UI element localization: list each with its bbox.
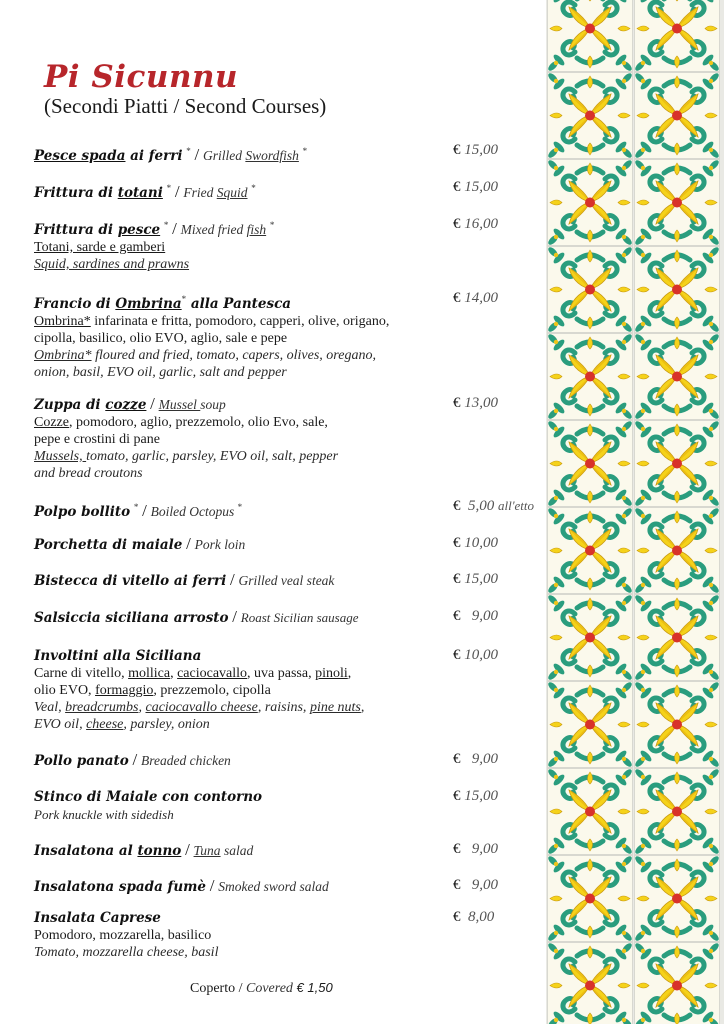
item-name-underlined: totani	[117, 185, 163, 201]
ingredient-underlined: caciocavallo cheese	[145, 700, 258, 715]
asterisk: *	[237, 502, 243, 512]
item-price	[453, 788, 498, 805]
ingredient-underlined: Mussels,	[34, 449, 87, 464]
menu-item	[34, 290, 544, 381]
menu-item	[34, 909, 544, 961]
item-price	[453, 909, 494, 926]
ingredient-underlined: caciocavallo	[177, 666, 248, 681]
item-description-en: Tomato, mozzarella cheese, basil	[34, 945, 219, 960]
item-name: Porchetta di maiale	[34, 537, 183, 553]
item-name: Polpo bollito	[34, 504, 131, 520]
description-text: , pomodoro, aglio, prezzemolo, olio Evo, sale, pepe e crostini di pane	[34, 415, 328, 447]
price-amount: 15,00	[464, 571, 498, 587]
cover-charge	[190, 980, 333, 997]
item-price	[453, 142, 498, 159]
item-name: Stinco di Maiale con contorno	[34, 789, 263, 805]
description-text: Veal,	[34, 700, 66, 715]
item-price	[453, 216, 498, 233]
item-name: Frittura di	[34, 185, 118, 201]
euro-sign: €	[453, 751, 461, 767]
item-name: Insalatona spada fumè	[34, 879, 207, 895]
euro-sign: €	[453, 877, 461, 893]
cover-label-en: Covered	[246, 981, 293, 996]
ingredient-underlined: Ombrina*	[34, 314, 91, 329]
item-name: Pesce spada	[34, 148, 126, 164]
item-name-en: Roast Sicilian sausage	[240, 610, 359, 625]
menu-item	[34, 751, 544, 770]
separator: /	[142, 501, 147, 520]
item-name-underlined: Ombrina	[115, 296, 182, 312]
ingredient-underlined: mollica	[128, 666, 171, 681]
description-text: ,	[360, 700, 365, 715]
item-price	[453, 395, 498, 412]
menu-item	[34, 647, 544, 733]
cover-label: Coperto /	[190, 981, 246, 996]
menu-item	[34, 498, 544, 521]
ingredient-underlined: pine nuts	[309, 700, 361, 715]
item-price	[453, 179, 498, 196]
euro-sign: €	[453, 290, 461, 306]
item-price	[453, 751, 498, 768]
price-amount: 10,00	[464, 647, 498, 663]
item-description	[34, 313, 414, 347]
description-text: ,	[170, 666, 178, 681]
description-text: ,	[347, 666, 352, 681]
item-name-rest: alla Pantesca	[186, 296, 292, 312]
separator: /	[172, 219, 177, 238]
menu-item	[34, 571, 544, 590]
separator: /	[232, 607, 238, 626]
item-name-en-underlined: Squid	[216, 185, 248, 200]
ingredient-underlined: formaggio	[95, 683, 154, 698]
item-name: Zuppa di	[34, 397, 106, 413]
item-price	[453, 571, 498, 588]
item-name-en-underlined: fish	[246, 222, 267, 237]
item-price	[453, 498, 534, 515]
item-description-en	[34, 448, 354, 482]
description-text: , prezzemolo, cipolla	[153, 683, 271, 698]
price-amount: 15,00	[464, 142, 498, 158]
item-price	[453, 290, 498, 307]
description-text: ,	[138, 700, 146, 715]
item-price	[453, 841, 498, 858]
item-name-en-underlined: Tuna	[193, 843, 221, 858]
ingredient-underlined: pinoli	[315, 666, 348, 681]
asterisk: *	[133, 502, 139, 512]
item-description-en	[34, 347, 414, 381]
euro-sign: €	[453, 571, 461, 587]
item-name-underlined: cozze	[105, 397, 147, 413]
euro-sign: €	[453, 647, 461, 663]
euro-sign: €	[453, 788, 461, 804]
separator: /	[186, 534, 191, 553]
item-name: Insalata Caprese	[34, 910, 161, 926]
asterisk: *	[302, 146, 308, 156]
item-name-en: Breaded chicken	[140, 753, 231, 768]
euro-sign: €	[453, 216, 461, 232]
separator: /	[209, 876, 215, 895]
menu-item	[34, 608, 544, 627]
price-amount: 13,00	[464, 395, 498, 411]
ingredient-underlined: Cozze	[34, 415, 69, 430]
item-name-en: soup	[200, 397, 226, 412]
menu-item	[34, 395, 544, 482]
asterisk: *	[163, 220, 169, 230]
item-name-en: Mixed fried	[180, 222, 247, 237]
description-text: EVO oil,	[34, 717, 87, 732]
euro-sign: €	[453, 498, 461, 514]
asterisk: *	[186, 146, 191, 156]
euro-sign: €	[453, 608, 461, 624]
price-amount: 8,00	[468, 909, 495, 925]
item-description-en: Pork knuckle with sidedish	[34, 807, 174, 822]
price-amount: 15,00	[464, 179, 498, 195]
separator: /	[185, 840, 190, 859]
item-name-underlined: tonno	[137, 843, 182, 859]
euro-sign: €	[453, 909, 461, 925]
price-amount: 16,00	[464, 216, 498, 232]
description-text: , parsley, onion	[123, 717, 210, 732]
asterisk: *	[181, 294, 187, 304]
menu-item	[34, 216, 544, 273]
ingredient-underlined: cheese	[86, 717, 124, 732]
item-price	[453, 535, 498, 552]
item-description: Pomodoro, mozzarella, basilico	[34, 928, 212, 943]
item-description	[34, 414, 354, 448]
euro-sign: €	[453, 179, 461, 195]
item-name-en: Grilled	[202, 148, 246, 163]
price-amount: 5,00	[468, 498, 495, 514]
item-name-en: salad	[220, 843, 254, 858]
item-name-underlined: pesce	[117, 222, 161, 238]
description-text: , uva passa,	[247, 666, 316, 681]
page-title: Pi Sicunnu	[44, 59, 239, 95]
ingredient-underlined: Ombrina*	[34, 348, 92, 363]
item-name: Involtini alla Siciliana	[34, 648, 202, 664]
item-name-rest: ai ferri	[125, 148, 183, 164]
description-text: Carne di vitello,	[34, 666, 129, 681]
separator: /	[174, 182, 180, 201]
item-name-en: Pork loin	[194, 537, 246, 552]
item-name-en: Grilled veal steak	[238, 573, 335, 588]
item-name-en-underlined: Mussel	[158, 397, 201, 412]
separator: /	[132, 750, 138, 769]
menu-item	[34, 841, 544, 860]
menu-item	[34, 179, 544, 202]
price-amount: 15,00	[464, 788, 498, 804]
item-description: Totani, sarde e gamberi	[34, 240, 166, 255]
item-price	[453, 608, 498, 625]
item-price	[453, 877, 498, 894]
item-name-en: Fried	[183, 185, 217, 200]
decorative-tile-border	[546, 0, 724, 1024]
price-amount: 9,00	[471, 877, 498, 893]
separator: /	[229, 570, 235, 589]
description-text: , raisins,	[257, 700, 310, 715]
menu-item	[34, 788, 544, 823]
description-text: olio EVO,	[34, 683, 96, 698]
price-amount: 9,00	[471, 608, 498, 624]
item-name-en: Boiled Octopus	[150, 504, 238, 519]
item-price	[453, 647, 498, 664]
item-name-en-underlined: Swordfish	[245, 148, 299, 163]
price-unit: all'etto	[498, 498, 534, 513]
menu-item	[34, 535, 544, 554]
item-name: Salsiccia siciliana arrosto	[34, 610, 229, 626]
euro-sign: €	[453, 841, 461, 857]
item-name: Frittura di	[34, 222, 118, 238]
asterisk: *	[166, 183, 172, 193]
item-description-en: Squid, sardines and prawns	[34, 257, 190, 272]
euro-sign: €	[453, 395, 461, 411]
menu-page	[34, 60, 544, 118]
description-text: infarinata e fritta, pomodoro, capperi, olive, origano, cipolla, basilico, olio EVO, aglio, sale e pepe	[34, 314, 390, 346]
price-amount: 14,00	[464, 290, 498, 306]
ingredient-underlined: breadcrumbs	[65, 700, 139, 715]
item-description	[34, 665, 544, 699]
price-amount: 9,00	[471, 751, 498, 767]
asterisk: *	[251, 183, 256, 193]
cover-price: € 1,50	[292, 980, 333, 995]
description-text: floured and fried, tomato, capers, olives, oregano, onion, basil, EVO oil, garlic, salt and pepper	[34, 348, 376, 380]
price-amount: 9,00	[471, 841, 498, 857]
item-name: Francio di	[34, 296, 116, 312]
price-amount: 10,00	[464, 535, 498, 551]
description-text: tomato, garlic, parsley, EVO oil, salt, pepper and bread croutons	[34, 449, 339, 481]
menu-item	[34, 877, 544, 896]
tile-pattern-icon	[546, 0, 724, 1024]
page-subtitle: (Secondi Piatti / Second Courses)	[44, 94, 327, 118]
menu-item	[34, 142, 544, 165]
item-name: Insalatona al	[34, 843, 138, 859]
euro-sign: €	[453, 535, 461, 551]
item-name-en: Smoked sword salad	[218, 879, 329, 894]
euro-sign: €	[453, 142, 461, 158]
separator: /	[194, 145, 200, 164]
asterisk: *	[269, 220, 275, 230]
item-description-en	[34, 699, 544, 733]
separator: /	[150, 394, 155, 413]
item-name: Bistecca di vitello ai ferri	[34, 573, 227, 589]
item-name: Pollo panato	[34, 753, 129, 769]
